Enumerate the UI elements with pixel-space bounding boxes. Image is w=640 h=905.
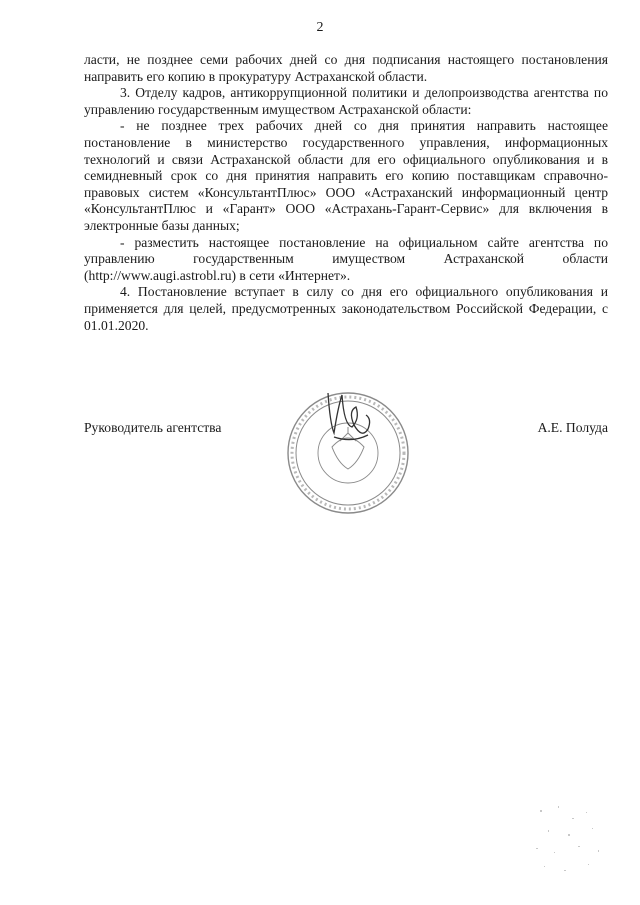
paragraph-4: 4. Постановление вступает в силу со дня его официального опубликования и применяется для целей, предусмотренных законодательством Российской Федерации, с 01.01.2020. xyxy=(84,284,608,333)
paragraph-3-item-1: - не позднее трех рабочих дней со дня принятия направить настоящее постановление в министерство государственного управления, информационных технологий и связи Астраханской области для его официального опубликования и в семидневный срок со дня принятия направить его копию поставщикам справочно-правовых систем «КонсультантПлюс» ООО «Астраханский информационный центр «КонсультантПлюс и «Гарант» ООО «Астрахань-Гарант-Сервис» для включения в электронные базы данных; xyxy=(84,118,608,233)
paragraph-3: 3. Отделу кадров, антикоррупционной политики и делопроизводства агентства по управлению государственным имуществом Астраханской области: xyxy=(84,85,608,117)
paragraph-continuation: ласти, не позднее семи рабочих дней со дня подписания настоящего постановления направить его копию в прокуратуру Астраханской области. xyxy=(84,52,608,84)
document-body xyxy=(84,52,608,334)
scan-artifact-icon xyxy=(528,800,608,880)
paragraph-3-item-2: - разместить настоящее постановление на официальном сайте агентства по управлению государственным имуществом Астраханской области (http://www.augi.astrobl.ru) в сети «Интернет». xyxy=(84,234,608,283)
page-number: 2 xyxy=(316,20,324,35)
signatory-title: Руководитель агентства xyxy=(84,420,222,435)
signatory-name: А.Е. Полуда xyxy=(537,420,608,435)
handwritten-signature-icon xyxy=(328,393,370,440)
official-seal-icon xyxy=(282,385,414,517)
